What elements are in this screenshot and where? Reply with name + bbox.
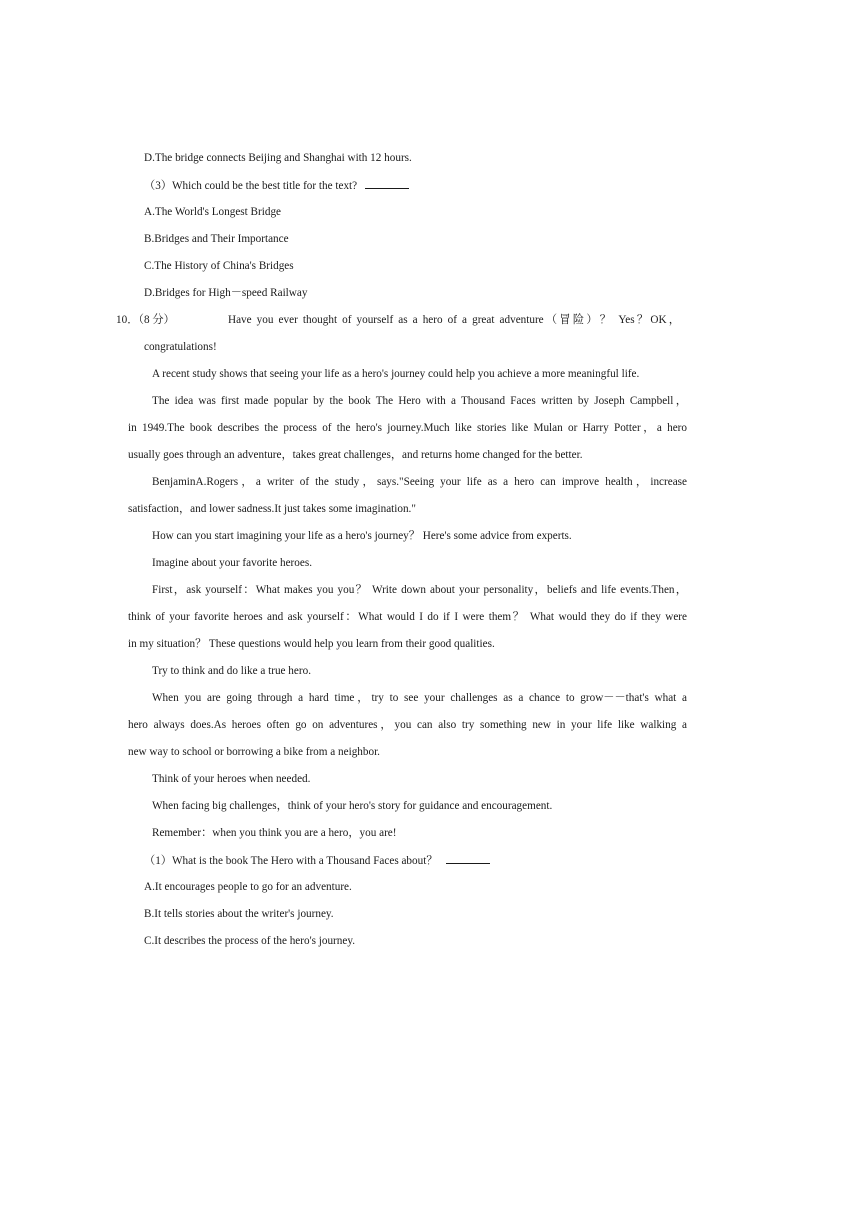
subheading-2: Try to think and do like a true hero. [152,665,311,677]
question-intro-cont: congratulations! [144,341,217,353]
sub-question-1 [144,853,490,868]
subheading-1: Imagine about your favorite heroes. [152,557,312,569]
paragraph-5-line-2: think of your favorite heroes and ask yourself：What would I do if I were them？ What would they do if they were [128,611,687,623]
paragraph-3-line-1: BenjaminA.Rogers，a writer of the study，says."Seeing your life as a hero can improve health，increase [152,476,687,488]
option-b: B.It tells stories about the writer's journey. [144,908,334,920]
question-number: 10．（8 分） [116,314,175,326]
paragraph-2-line-1: The idea was first made popular by the book The Hero with a Thousand Faces written by Joseph Campbell， [152,395,687,407]
subheading-3: Think of your heroes when needed. [152,773,311,785]
paragraph-6-line-2: hero always does.As heroes often go on adventures，you can also try something new in your life like walking a [128,719,687,731]
paragraph-3-line-2: satisfaction，and lower sadness.It just takes some imagination." [128,503,416,515]
paragraph-5-line-3: in my situation？ These questions would help you learn from their good qualities. [128,638,495,650]
paragraph-2-line-2: in 1949.The book describes the process of the hero's journey.Much like stories like Mulan or Harry Potter，a hero [128,422,687,434]
option-b: B.Bridges and Their Importance [144,233,289,245]
paragraph-8: Remember：when you think you are a hero，you are! [152,827,397,839]
sub-question-3-text: （3）Which could be the best title for the text? [144,180,358,192]
answer-blank[interactable] [365,178,409,189]
option-c: C.The History of China's Bridges [144,260,294,272]
paragraph-7: When facing big challenges，think of your hero's story for guidance and encouragement. [152,800,553,812]
paragraph-2-line-3: usually goes through an adventure，takes great challenges，and returns home changed for the better. [128,449,583,461]
paragraph-5-line-1: First，ask yourself：What makes you you？ Write down about your personality，beliefs and life events.Then， [152,584,687,596]
paragraph-1: A recent study shows that seeing your life as a hero's journey could help you achieve a more meaningful life. [152,368,640,380]
paragraph-6-line-1: When you are going through a hard time，try to see your challenges as a chance to grow－－that's what a [152,692,687,704]
option-a: A.It encourages people to go for an adventure. [144,881,352,893]
option-c: C.It describes the process of the hero's journey. [144,935,355,947]
answer-blank[interactable] [446,853,490,864]
sub-question-3 [144,178,409,193]
paragraph-6-line-3: new way to school or borrowing a bike from a neighbor. [128,746,380,758]
paragraph-4: How can you start imagining your life as a hero's journey？ Here's some advice from experts. [152,530,572,542]
option-d-previous: D.The bridge connects Beijing and Shanghai with 12 hours. [144,152,412,164]
option-a: A.The World's Longest Bridge [144,206,282,218]
sub-question-1-text: （1）What is the book The Hero with a Thousand Faces about？ [144,855,438,867]
question-intro: Have you ever thought of yourself as a hero of a great adventure（冒险）？ Yes？OK， [228,314,680,326]
option-d: D.Bridges for High－speed Railway [144,287,308,299]
